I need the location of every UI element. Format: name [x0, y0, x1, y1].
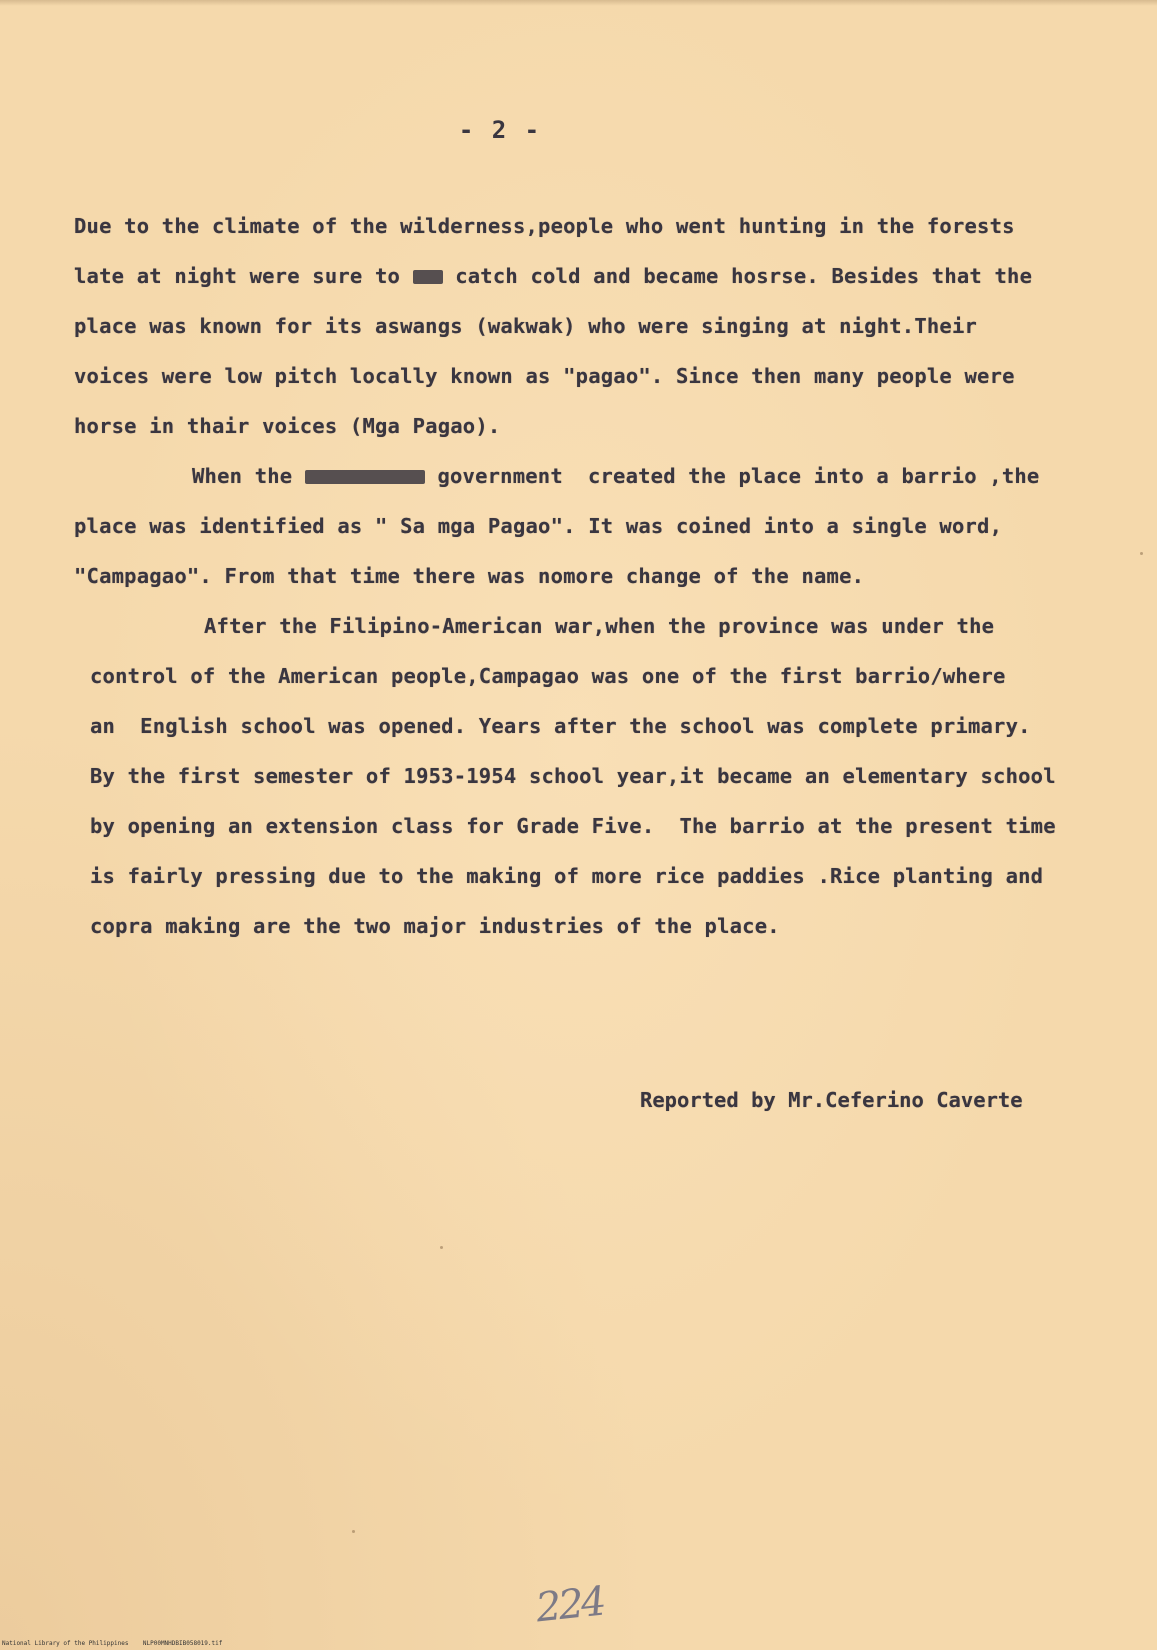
paragraph-2-line-3: "Campagao". From that time there was nomore change of the name. [74, 564, 865, 588]
paragraph-3-line-6: is fairly pressing due to the making of more rice paddies .Rice planting and [90, 864, 1044, 888]
page-number: - 2 - [458, 116, 542, 144]
paragraph-1-line-3: place was known for its aswangs (wakwak) who were singing at night.Their [74, 314, 978, 338]
paragraph-1-line-2 [74, 264, 1032, 288]
paper-speck [352, 1530, 355, 1533]
archive-footer-note: National Library of the Philippines NLP00MNHDBIB058019.tif [2, 1640, 223, 1647]
struck-out-word [305, 470, 425, 484]
paragraph-3-line-5: by opening an extension class for Grade Five. The barrio at the present time [90, 814, 1056, 838]
paragraph-3-line-1: After the Filipino-American war,when the province was under the [204, 614, 995, 638]
paragraph-3-line-2: control of the American people,Campagao was one of the first barrio/where [90, 664, 1006, 688]
handwritten-page-number: 224 [533, 1578, 606, 1632]
paragraph-3-line-3: an English school was opened. Years after the school was complete primary. [90, 714, 1031, 738]
line-2-start: late at night were sure to [74, 264, 401, 288]
paragraph-1-line-4: voices were low pitch locally known as "pagao". Since then many people were [74, 364, 1015, 388]
paragraph-3-line-7: copra making are the two major industries of the place. [90, 914, 780, 938]
paper-speck [440, 1246, 443, 1249]
paragraph-3-line-4: By the first semester of 1953-1954 school year,it became an elementary school [90, 764, 1056, 788]
paragraph-1-line-1: Due to the climate of the wilderness,people who went hunting in the forests [74, 214, 1015, 238]
line-2-end: catch cold and became hosrse. Besides that the [455, 264, 1033, 288]
struck-out-text [413, 270, 443, 284]
p2-line-1-end: government created the place into a barrio ,the [437, 464, 1040, 488]
page-top-edge [0, 0, 1157, 6]
p2-line-1-start: When the [192, 464, 293, 488]
paragraph-1-line-5: horse in thair voices (Mga Pagao). [74, 414, 501, 438]
paragraph-2-line-1 [192, 464, 1039, 488]
paper-speck [1140, 552, 1143, 555]
reporter-signature: Reported by Mr.Ceferino Caverte [640, 1088, 1023, 1112]
paragraph-2-line-2: place was identified as " Sa mga Pagao". It was coined into a single word, [74, 514, 1003, 538]
